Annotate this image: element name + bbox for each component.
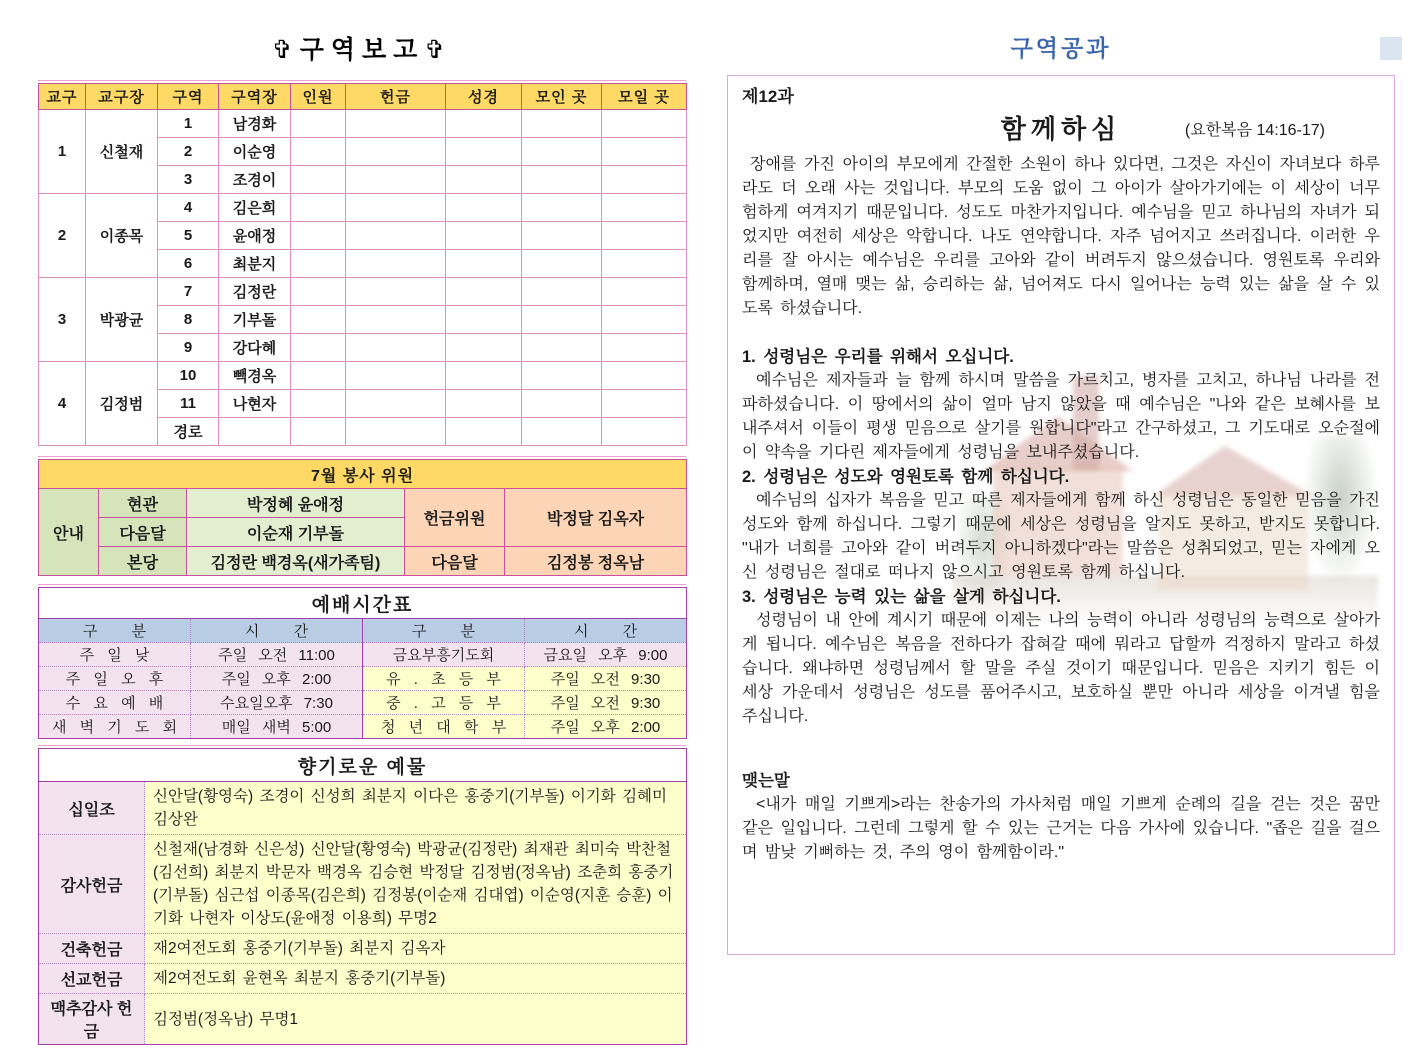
empty-cell (602, 222, 687, 250)
offering-type-label: 선교헌금 (39, 964, 145, 994)
zone-number: 8 (158, 306, 219, 334)
empty-cell (346, 306, 446, 334)
divider-line (38, 80, 686, 81)
district-leader: 박광균 (86, 278, 158, 362)
empty-cell (522, 222, 602, 250)
zone-number: 11 (158, 390, 219, 418)
empty-cell (291, 194, 346, 222)
empty-cell (446, 278, 522, 306)
empty-cell (522, 250, 602, 278)
zone-leader (219, 418, 291, 446)
empty-cell (446, 166, 522, 194)
offering-names: 신안달(황영숙) 조경이 신성희 최분지 이다은 홍중기(기부돌) 이기화 김혜미 김상완 (145, 782, 687, 835)
offering-row (39, 934, 687, 964)
zone-leader: 조경이 (219, 166, 291, 194)
district-number: 4 (39, 362, 86, 446)
empty-cell (522, 138, 602, 166)
district-number: 2 (39, 194, 86, 278)
empty-cell (446, 418, 522, 446)
divider-line (38, 584, 686, 585)
empty-cell (291, 138, 346, 166)
worship-title: 예배시간표 (39, 588, 687, 619)
empty-cell (346, 110, 446, 138)
report-row (39, 194, 687, 222)
offering-type-label: 십일조 (39, 782, 145, 835)
worship-cell: 금요부흥기도회 (363, 643, 525, 667)
volunteer-row-label: 본당 (99, 547, 187, 576)
empty-cell (602, 278, 687, 306)
lesson-panel (727, 75, 1395, 955)
empty-cell (602, 110, 687, 138)
divider-line (38, 456, 686, 457)
report-row (39, 278, 687, 306)
offerings-table-body (39, 782, 687, 1045)
empty-cell (522, 334, 602, 362)
worship-row (39, 715, 687, 739)
report-header-cell: 모인 곳 (522, 84, 602, 110)
lesson-scripture-ref: (요한복음 14:16-17) (1184, 122, 1325, 139)
district-leader: 신철재 (86, 110, 158, 194)
section-1-heading: 1. 성령님은 우리를 위해서 오십니다. (742, 348, 1014, 366)
volunteer-row-label: 다음달 (99, 518, 187, 547)
report-header-cell: 교구장 (86, 84, 158, 110)
offering-type-label: 감사헌금 (39, 835, 145, 934)
lesson-column (727, 0, 1395, 955)
lesson-number: 제12과 (742, 87, 794, 106)
report-row (39, 362, 687, 390)
empty-cell (602, 362, 687, 390)
worship-cell: 주일 오후 2:00 (525, 715, 687, 739)
worship-header-cell: 구 분 (39, 619, 191, 643)
zone-leader: 기부돌 (219, 306, 291, 334)
empty-cell (522, 194, 602, 222)
worship-schedule-table (38, 587, 687, 739)
worship-row (39, 643, 687, 667)
closing-body: <내가 매일 기쁘게>라는 찬송가의 가사처럼 매일 기쁘게 순례의 길을 걷는 것은 꿈만 같은 일입니다. 그런데 그렇게 할 수 있는 근거는 다음 가사에 있습니다. "좁은 길을 걸으며 밤낮 기뻐하는 것, 주의 영이 함께함이라." (742, 796, 1380, 861)
empty-cell (446, 222, 522, 250)
empty-cell (291, 418, 346, 446)
report-table (38, 83, 687, 446)
empty-cell (291, 362, 346, 390)
offering-row (39, 782, 687, 835)
worship-cell: 주 일 오 후 (39, 667, 191, 691)
volunteer-title: 7월 봉사 위원 (39, 460, 687, 489)
zone-leader: 이순영 (219, 138, 291, 166)
empty-cell (291, 334, 346, 362)
report-header-cell: 성경 (446, 84, 522, 110)
district-number: 3 (39, 278, 86, 362)
empty-cell (446, 362, 522, 390)
zone-leader: 남경화 (219, 110, 291, 138)
worship-cell: 수요일오후 7:30 (191, 691, 363, 715)
lesson-title: 함께하심 (1000, 114, 1122, 144)
worship-table-body (39, 619, 687, 739)
empty-cell (291, 278, 346, 306)
offerings-title: 향기로운 예물 (39, 749, 687, 782)
zone-leader: 나현자 (219, 390, 291, 418)
empty-cell (446, 390, 522, 418)
empty-cell (446, 306, 522, 334)
volunteer-row-label: 현관 (99, 489, 187, 518)
report-table-body (39, 110, 687, 446)
zone-leader: 강다혜 (219, 334, 291, 362)
offering-names: 신철재(남경화 신은성) 신안달(황영숙) 박광균(김정란) 최재관 최미숙 박찬철(김선희) 최분지 박문자 백경옥 김승현 박정달 김정범(정옥남) 조춘희 홍중기(기부돌) 심근섭 이종목(김은희) 김정봉(이순재 김대엽) 이순영(지훈 승훈) 이기화 나현자 이상도(윤애정 이용희) 무명2 (145, 835, 687, 934)
zone-number: 6 (158, 250, 219, 278)
report-header-cell: 모일 곳 (602, 84, 687, 110)
lesson-intro: 장애를 가진 아이의 부모에게 간절한 소원이 하나 있다면, 그것은 자신이 자녀보다 하루라도 더 오래 사는 것입니다. 부모의 도움 없이 그 아이가 살아가기에는 이 세상이 너무 험하게 여겨지기 때문입니다. 성도도 마찬가지입니다. 예수님을 믿고 하나님의 자녀가 되었지만 여전히 세상은 악합니다. 나도 연약합니다. 자주 넘어지고 쓰러집니다. 이러한 우리를 잘 아시는 예수님은 우리를 고아와 같이 버려두지 않으셨습니다. 영원토록 우리와 함께하며, 열매 맺는 삶, 승리하는 삶, 넘어져도 다시 일어나는 능력 있는 삶을 살 수 있도록 하셨습니다. (742, 156, 1380, 317)
offering-next-label: 다음달 (405, 547, 505, 576)
empty-cell (522, 418, 602, 446)
zone-number: 10 (158, 362, 219, 390)
worship-cell: 주일 오전 9:30 (525, 667, 687, 691)
report-title: ✞구역보고✞ (271, 36, 453, 64)
worship-cell: 주일 오전 9:30 (525, 691, 687, 715)
empty-cell (446, 334, 522, 362)
empty-cell (346, 250, 446, 278)
empty-cell (602, 138, 687, 166)
worship-row (39, 691, 687, 715)
empty-cell (346, 362, 446, 390)
worship-cell: 중 . 고 등 부 (363, 691, 525, 715)
empty-cell (346, 390, 446, 418)
district-leader: 김정범 (86, 362, 158, 446)
offering-row (39, 964, 687, 994)
offering-names: 김정범(정옥남) 무명1 (145, 994, 687, 1045)
empty-cell (446, 194, 522, 222)
empty-cell (602, 250, 687, 278)
corner-marker (1380, 37, 1402, 60)
empty-cell (522, 166, 602, 194)
empty-cell (446, 250, 522, 278)
empty-cell (522, 362, 602, 390)
offering-row (39, 994, 687, 1045)
zone-leader: 빽경옥 (219, 362, 291, 390)
section-1-body: 예수님은 제자들과 늘 함께 하시며 말씀을 가르치고, 병자를 고치고, 하나님 나라를 전파하셨습니다. 이 땅에서의 삶이 얼마 남지 않았을 때 예수님은 "나와 같은 보혜사를 보내주셔서 이들이 평생 믿음으로 살기를 원합니다"라고 간구하셨고, 그 기도대로 오순절에 이 약속을 기다린 제자들에게 성령님을 보내주셨습니다. (742, 372, 1380, 461)
section-2-body: 예수님의 십자가 복음을 믿고 따른 제자들에게 함께 하신 성령님은 동일한 믿음을 가진 성도와 함께 하십니다. 그렇기 때문에 세상은 성령님을 알지도 못하고, 받지도 못합니다. "내가 너희를 고아와 같이 버려두지 아니하겠다"라는 말씀은 성취되었고, 믿는 자에게 오신 성령님은 절대로 떠나지 않으시고 영원토록 함께 하십니다. (742, 492, 1380, 581)
divider-line (38, 745, 686, 746)
offering-type-label: 건축헌금 (39, 934, 145, 964)
volunteer-guide-label: 안내 (39, 489, 99, 576)
empty-cell (446, 138, 522, 166)
worship-cell: 금요일 오후 9:00 (525, 643, 687, 667)
volunteer-row-names: 김정란 백경옥(새가족팀) (187, 547, 405, 576)
worship-cell: 청 년 대 학 부 (363, 715, 525, 739)
empty-cell (346, 194, 446, 222)
empty-cell (602, 166, 687, 194)
offering-type-label: 맥추감사 헌금 (39, 994, 145, 1045)
lesson-page-title: 구역공과 (1010, 35, 1112, 61)
report-header-cell: 구역 (158, 84, 219, 110)
district-number: 1 (39, 110, 86, 194)
empty-cell (346, 278, 446, 306)
lesson-heading (742, 109, 1380, 143)
report-header-cell: 구역장 (219, 84, 291, 110)
empty-cell (291, 390, 346, 418)
section-3-body: 성령님이 내 안에 계시기 때문에 이제는 나의 능력이 아니라 성령님의 능력으로 살아가게 됩니다. 예수님은 복음을 전하다가 잡혀갈 때에 뭐라고 답할까 걱정하지 말라고 하셨습니다. 왜냐하면 성령님께서 할 말을 주실 것이기 때문입니다. 믿음은 지키기 힘든 이 세상 가운데서 성령님은 성도를 품어주시고, 보호하실 뿐만 아니라 세상을 이겨낼 힘을 주십니다. (742, 612, 1380, 725)
volunteer-table (38, 459, 687, 576)
offering-committee-names: 박정달 김옥자 (505, 489, 687, 547)
empty-cell (522, 306, 602, 334)
empty-cell (446, 110, 522, 138)
district-leader: 이종목 (86, 194, 158, 278)
offering-names: 제2여전도회 윤현옥 최분지 홍중기(기부돌) (145, 964, 687, 994)
zone-number: 4 (158, 194, 219, 222)
empty-cell (602, 418, 687, 446)
zone-number: 9 (158, 334, 219, 362)
section-3-heading: 3. 성령님은 능력 있는 삶을 살게 하십니다. (742, 588, 1061, 606)
report-header-cell: 인원 (291, 84, 346, 110)
offerings-table (38, 748, 687, 1045)
offering-row (39, 835, 687, 934)
report-header-cell: 헌금 (346, 84, 446, 110)
offering-committee-label: 헌금위원 (405, 489, 505, 547)
empty-cell (291, 306, 346, 334)
closing-block (742, 769, 1380, 865)
worship-cell: 새 벽 기 도 회 (39, 715, 191, 739)
volunteer-row-names: 박정혜 윤애정 (187, 489, 405, 518)
zone-number: 경로 (158, 418, 219, 446)
report-row (39, 110, 687, 138)
zone-number: 7 (158, 278, 219, 306)
empty-cell (522, 278, 602, 306)
worship-cell: 수 요 예 배 (39, 691, 191, 715)
empty-cell (346, 166, 446, 194)
zone-number: 2 (158, 138, 219, 166)
report-table-head (39, 84, 687, 110)
empty-cell (602, 390, 687, 418)
report-header-cell: 교구 (39, 84, 86, 110)
worship-header-cell: 시 간 (191, 619, 363, 643)
empty-cell (522, 390, 602, 418)
empty-cell (602, 306, 687, 334)
zone-leader: 김정란 (219, 278, 291, 306)
empty-cell (291, 250, 346, 278)
zone-leader: 윤애정 (219, 222, 291, 250)
worship-row (39, 667, 687, 691)
zone-number: 5 (158, 222, 219, 250)
offering-next-names: 김정봉 정옥남 (505, 547, 687, 576)
closing-heading: 맺는말 (742, 772, 790, 790)
worship-cell: 주 일 낮 (39, 643, 191, 667)
empty-cell (291, 110, 346, 138)
worship-header-cell: 시 간 (525, 619, 687, 643)
offering-names: 재2여전도회 홍중기(기부돌) 최분지 김옥자 (145, 934, 687, 964)
worship-cell: 주일 오전 11:00 (191, 643, 363, 667)
worship-cell: 주일 오후 2:00 (191, 667, 363, 691)
empty-cell (346, 334, 446, 362)
section-2-heading: 2. 성령님은 성도와 영원토록 함께 하십니다. (742, 468, 1070, 486)
empty-cell (602, 334, 687, 362)
empty-cell (346, 222, 446, 250)
worship-header-cell: 구 분 (363, 619, 525, 643)
empty-cell (522, 110, 602, 138)
zone-number: 3 (158, 166, 219, 194)
empty-cell (346, 418, 446, 446)
worship-cell: 매일 새벽 5:00 (191, 715, 363, 739)
worship-cell: 유 . 초 등 부 (363, 667, 525, 691)
empty-cell (346, 138, 446, 166)
district-report-column (38, 0, 686, 1045)
empty-cell (291, 166, 346, 194)
zone-leader: 김은희 (219, 194, 291, 222)
zone-number: 1 (158, 110, 219, 138)
empty-cell (602, 194, 687, 222)
zone-leader: 최분지 (219, 250, 291, 278)
empty-cell (291, 222, 346, 250)
volunteer-row-names: 이순재 기부돌 (187, 518, 405, 547)
